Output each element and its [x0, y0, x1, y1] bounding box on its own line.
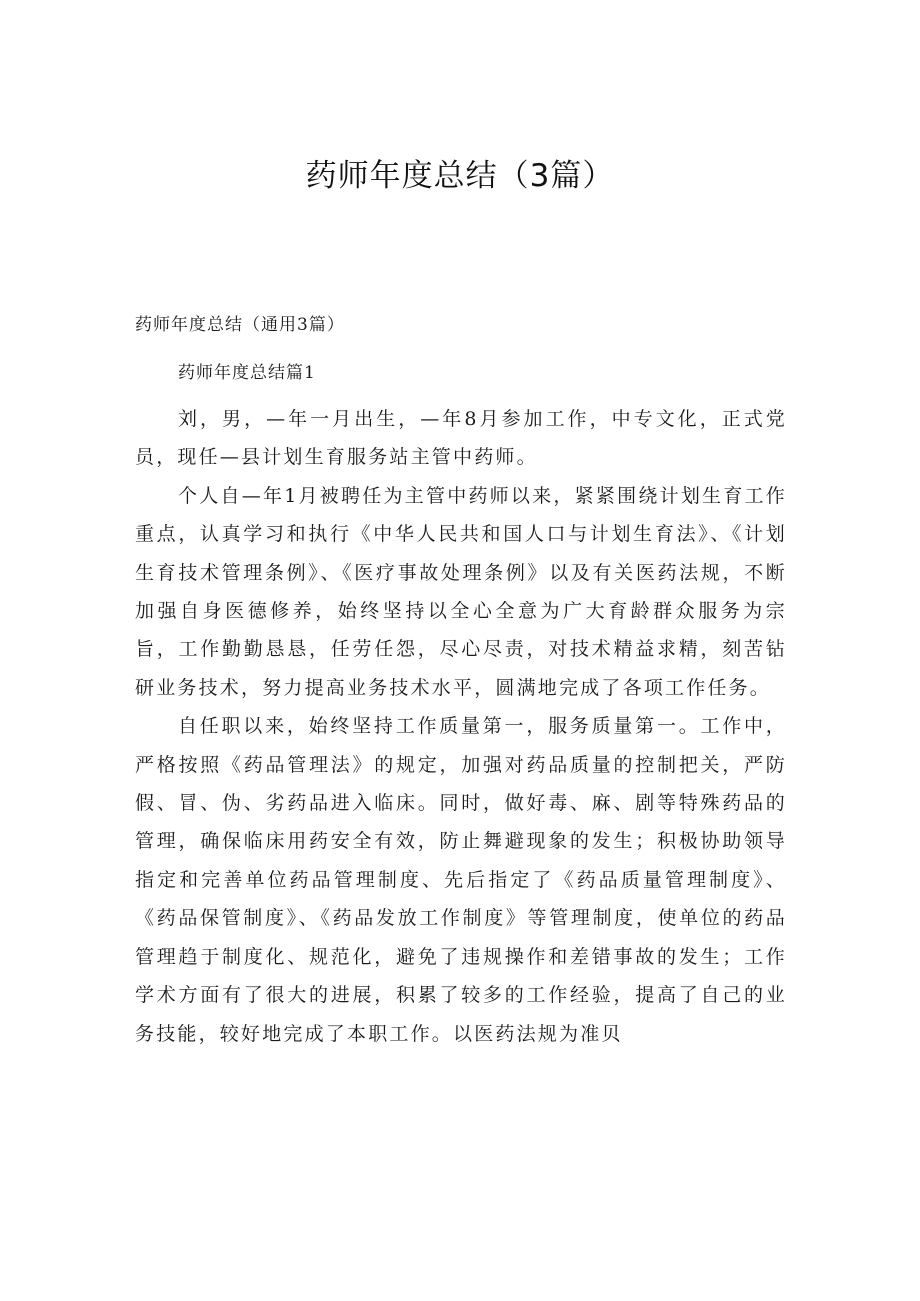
- paragraph-intro: 刘，男，—年一月出生，—年8月参加工作，中专文化，正式党员，现任—县计划生育服务站主管中药师。: [135, 408, 787, 469]
- paragraph-study: 个人自—年1月被聘任为主管中药师以来，紧紧围绕计划生育工作重点，认真学习和执行《中华人民共和国人口与计划生育法》、《计划生育技术管理条例》、《医疗事故处理条例》以及有关医药法规，不断加强自身医德修养，始终坚持以全心全意为广大育龄群众服务为宗旨，工作勤勤恳恳，任劳任怨，尽心尽责，对技术精益求精，刻苦钻研业务技术，努力提高业务技术水平，圆满地完成了各项工作任务。: [135, 484, 787, 699]
- section-heading: 药师年度总结篇1: [178, 363, 316, 383]
- document-title: 药师年度总结（3篇）: [305, 158, 615, 194]
- document-body: [135, 400, 787, 1053]
- document-subtitle: 药师年度总结（通用3篇）: [135, 315, 345, 335]
- paragraph-quality: 自任职以来，始终坚持工作质量第一，服务质量第一。工作中，严格按照《药品管理法》的规定，加强对药品质量的控制把关，严防假、冒、伪、劣药品进入临床。同时，做好毒、麻、剧等特殊药品的管理，确保临床用药安全有效，防止舞避现象的发生；积极协助领导指定和完善单位药品管理制度、先后指定了《药品质量管理制度》、《药品保管制度》、《药品发放工作制度》等管理制度，使单位的药品管理趋于制度化、规范化，避免了违规操作和差错事故的发生；工作学术方面有了很大的进展，积累了较多的工作经验，提高了自己的业务技能，较好地完成了本职工作。以医药法规为准贝: [135, 715, 787, 1045]
